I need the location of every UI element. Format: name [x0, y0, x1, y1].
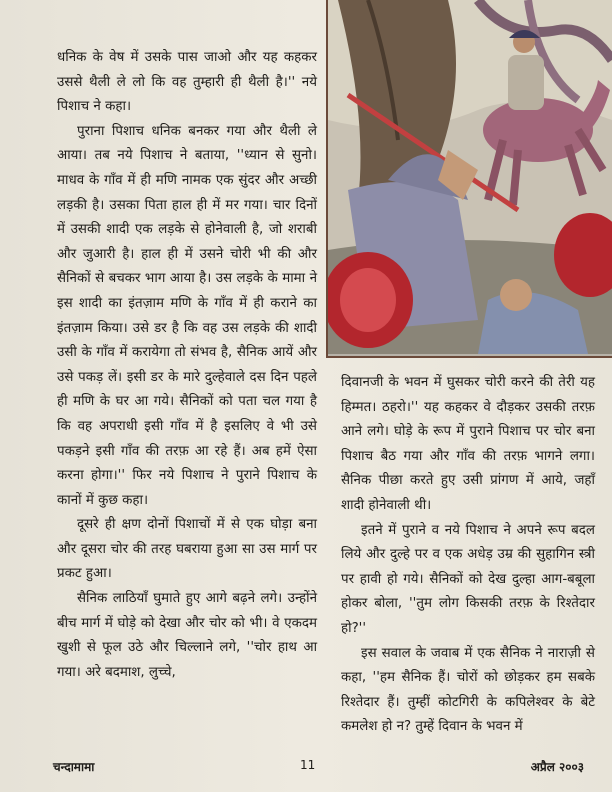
illustration-artwork — [328, 0, 612, 354]
paragraph: दिवानजी के भवन में घुसकर चोरी करने की तेरी यह हिम्मत। ठहरो।'' यह कहकर वे दौड़कर उसकी तरफ़ आने लगे। घोड़े के रूप में पुराने पिशाच पर चोर बना पिशाच बैठ गया और गाँव की तरफ़ भागने लगा। सैनिक पीछा करते हुए उसी प्रांगण में आये, जहाँ शादी होनेवाली थी। — [341, 375, 595, 513]
paragraph: सैनिक लाठियाँ घुमाते हुए आगे बढ़ने लगे। उन्होंने बीच मार्ग में घोड़े को देखा और चोर को भी। वे एकदम खुशी से फूल उठे और चिल्लाने लगे, ''चोर हाथ आ गया। अरे बदमाश, लुच्चे, — [57, 591, 317, 680]
magazine-name: चन्दामामा — [53, 760, 95, 774]
right-text-column — [341, 371, 595, 740]
issue-date: अप्रैल २००३ — [530, 760, 584, 774]
page-footer — [0, 758, 612, 782]
paragraph: धनिक के वेष में उसके पास जाओ और यह कहकर उससे थैली ले लो कि वह तुम्हारी ही थैली है।'' नये पिशाच ने कहा। — [57, 50, 317, 115]
page-number: 11 — [300, 758, 316, 772]
left-text-column — [57, 46, 317, 685]
paragraph: पुराना पिशाच धनिक बनकर गया और थैली ले आया। तब नये पिशाच ने बताया, ''ध्यान से सुनो। माधव के गाँव में ही मणि नामक एक सुंदर और अच्छी लड़की है। उसका पिता हाल ही में मर गया। चार दिनों में उसकी शादी एक लड़के से होनेवाली है, जो शराबी और जुआरी है। हाल ही में उसने चोरी भी की और सैनिकों से बचकर भाग आया है। उस लड़के के मामा ने इस शादी का इंतज़ाम मणि के गाँव में ही कराने का इंतज़ाम किया। उसे डर है कि वह उस लड़के की शादी उसी के गाँव में करायेगा तो संभव है, सैनिक आयें और उसे पकड़ लें। इसी डर के मारे दुल्हेवाले दस दिन पहले ही मणि के घर आ गये। सैनिकों को पता चल गया है कि वह अपराधी इसी गाँव में है इसलिए वे भी उसे पकड़ने इसी गाँव की तरफ़ आ रहे हैं। अब हमें ऐसा करना होगा।'' फिर नये पिशाच ने पुराने पिशाच के कानों में कुछ कहा। — [57, 123, 317, 508]
story-illustration — [326, 0, 612, 358]
paragraph: दूसरे ही क्षण दोनों पिशाचों में से एक घोड़ा बना और दूसरा चोर की तरह घबराया हुआ सा उस मार्ग पर प्रकट हुआ। — [57, 517, 317, 582]
paragraph: इस सवाल के जवाब में एक सैनिक ने नाराज़ी से कहा, ''हम सैनिक हैं। चोरों को छोड़कर हम सबके रिश्तेदार हैं। तुम्हीं कोटगिरी के कपिलेश्वर के बेटे कमलेश हो न? तुम्हें दिवान के भवन में — [341, 645, 595, 735]
paragraph: इतने में पुराने व नये पिशाच ने अपने रूप बदल लिये और दुल्हे पर व एक अधेड़ उम्र की सुहागिन स्त्री पर हावी हो गये। सैनिकों को देख दुल्हा आग-बबूला होकर बोला, ''तुम लोग किसकी तरफ़ के रिश्तेदार हो?'' — [341, 522, 595, 636]
